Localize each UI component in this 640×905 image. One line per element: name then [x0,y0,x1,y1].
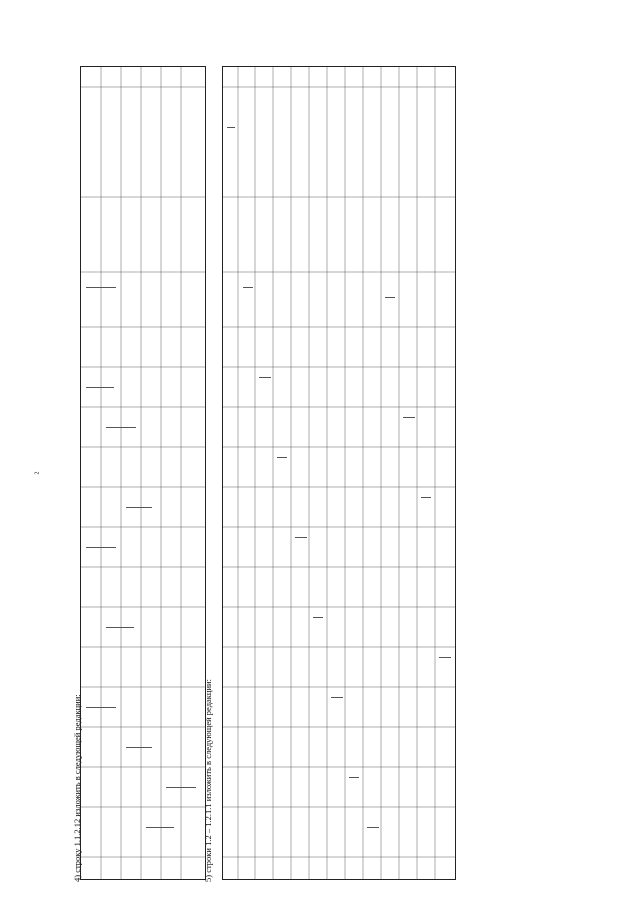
table-1-grid [81,67,205,879]
table-2-grid [223,67,455,879]
rotated-table-2 [222,66,456,880]
rotated-table-1 [80,66,206,880]
caption-rows-1-2: 5) строки 1.2 – 1.2.1.1 изложить в следующей редакции: [203,679,213,882]
page-number: 2 [34,471,41,475]
caption-row-1-1-2-12: 4) строку 1.1.2.12 изложить в следующей редакции: [72,694,82,882]
